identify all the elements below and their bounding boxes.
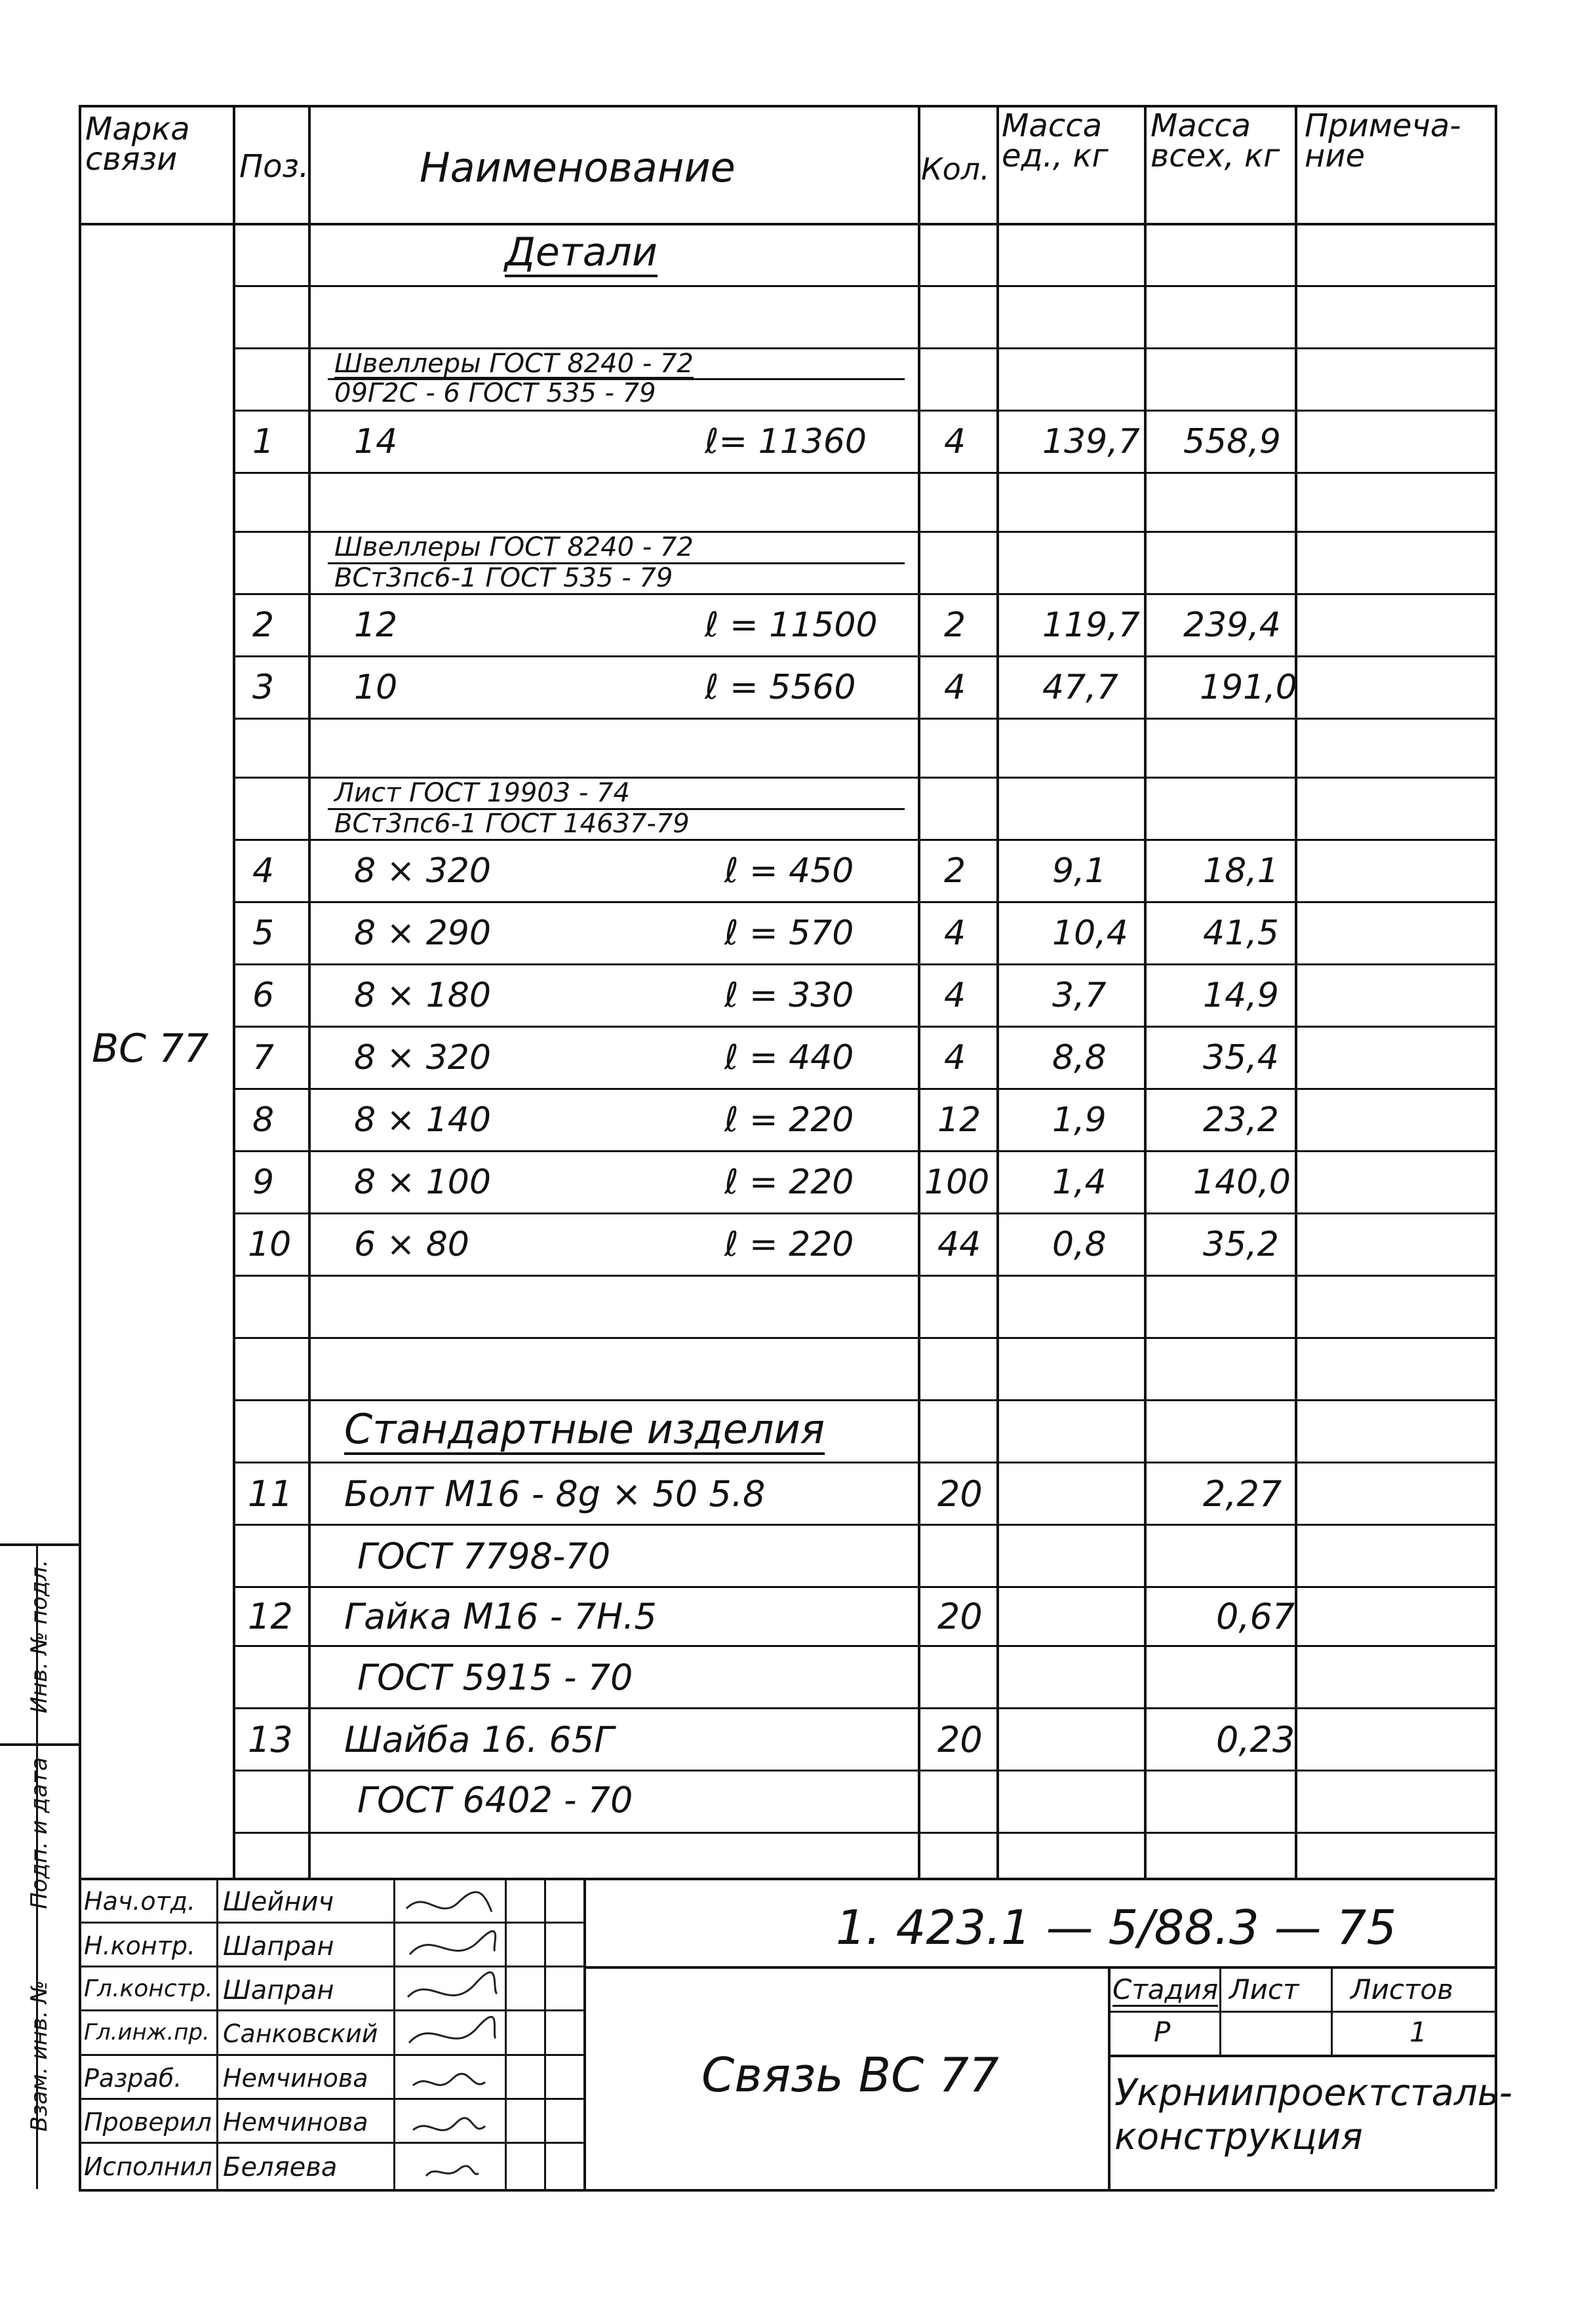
row-qty: 4 bbox=[944, 914, 966, 953]
row-length: ℓ = 330 bbox=[724, 976, 854, 1015]
row-total-mass: 239,4 bbox=[1183, 606, 1281, 645]
role-label: Проверил bbox=[84, 2108, 212, 2137]
row-qty: 100 bbox=[924, 1163, 990, 1202]
person-name: Шапран bbox=[223, 1931, 334, 1962]
row-size: 8 × 140 bbox=[354, 1100, 491, 1140]
row-poz: 9 bbox=[252, 1163, 275, 1202]
row-size: 8 × 290 bbox=[354, 914, 491, 953]
person-name: Немчинова bbox=[223, 2064, 368, 2093]
drawing-title: Связь ВС 77 bbox=[701, 2047, 999, 2102]
row-length: ℓ = 220 bbox=[724, 1100, 854, 1140]
row-total-mass: 23,2 bbox=[1203, 1100, 1279, 1140]
side-label-replace: Взам. инв. № bbox=[26, 1980, 52, 2132]
group-line-2: ВСт3пс6-1 ГОСТ 535 - 79 bbox=[334, 563, 673, 593]
row-size: 8 × 320 bbox=[354, 1038, 491, 1077]
header-kol: Кол. bbox=[921, 151, 990, 187]
row-total-mass: 18,1 bbox=[1203, 851, 1279, 891]
header-mass-unit: Масса ед., кг bbox=[1002, 107, 1109, 174]
row-length: ℓ = 450 bbox=[724, 851, 854, 891]
section-details-title: Детали bbox=[505, 233, 658, 277]
row-length: ℓ = 570 bbox=[724, 914, 854, 953]
row-qty: 4 bbox=[944, 976, 966, 1015]
row-size: 12 bbox=[354, 606, 398, 645]
row-name: Шайба 16. 65Г bbox=[344, 1719, 614, 1760]
row-length: ℓ = 220 bbox=[724, 1163, 854, 1202]
person-name: Беляева bbox=[223, 2152, 338, 2182]
role-label: Гл.инж.пр. bbox=[84, 2019, 210, 2045]
row-size: 8 × 100 bbox=[354, 1163, 491, 1202]
person-name: Шейнич bbox=[223, 1887, 334, 1917]
row-unit-mass: 119,7 bbox=[1042, 606, 1140, 645]
side-label-inv: Инв. № подл. bbox=[26, 1559, 52, 1714]
row-unit-mass: 8,8 bbox=[1052, 1038, 1107, 1077]
row-name: Болт М16 - 8g × 50 5.8 bbox=[344, 1473, 766, 1515]
row-qty: 2 bbox=[944, 606, 966, 645]
row-qty: 12 bbox=[937, 1100, 981, 1140]
row-length: ℓ = 11500 bbox=[705, 606, 878, 645]
row-qty: 20 bbox=[937, 1719, 983, 1760]
row-unit-mass: 3,7 bbox=[1052, 976, 1107, 1015]
group-line-1: Лист ГОСТ 19903 - 74 bbox=[334, 778, 630, 808]
row-length: ℓ= 11360 bbox=[705, 422, 867, 461]
row-size: 8 × 180 bbox=[354, 976, 491, 1015]
row-length: ℓ = 440 bbox=[724, 1038, 854, 1077]
role-label: Гл.констр. bbox=[84, 1975, 213, 2002]
row-gost: ГОСТ 6402 - 70 bbox=[357, 1779, 633, 1821]
row-size: 6 × 80 bbox=[354, 1225, 469, 1264]
row-poz: 10 bbox=[248, 1225, 292, 1264]
marka-value: ВС 77 bbox=[92, 1026, 209, 1072]
row-total-mass: 191,0 bbox=[1200, 668, 1297, 707]
row-poz: 7 bbox=[252, 1038, 275, 1077]
row-total-mass: 140,0 bbox=[1193, 1163, 1291, 1202]
row-unit-mass: 47,7 bbox=[1042, 668, 1118, 707]
role-label: Исполнил bbox=[84, 2152, 212, 2181]
side-label-sign-date: Подп. и дата bbox=[26, 1757, 52, 1909]
row-total-mass: 2,27 bbox=[1203, 1473, 1282, 1515]
row-length: ℓ = 5560 bbox=[705, 668, 856, 707]
row-poz: 2 bbox=[252, 606, 275, 645]
header-note: Примеча- ние bbox=[1305, 107, 1461, 174]
row-unit-mass: 10,4 bbox=[1052, 914, 1128, 953]
sheets-label: Листов bbox=[1350, 1973, 1453, 2005]
row-qty: 20 bbox=[937, 1596, 983, 1637]
row-unit-mass: 9,1 bbox=[1052, 851, 1107, 891]
row-poz: 13 bbox=[248, 1719, 293, 1760]
row-qty: 20 bbox=[937, 1473, 983, 1515]
group-line-2: ВСт3пс6-1 ГОСТ 14637-79 bbox=[334, 809, 690, 839]
header-marka: Марка связи bbox=[85, 111, 190, 178]
row-gost: ГОСТ 7798-70 bbox=[357, 1536, 611, 1577]
row-poz: 8 bbox=[252, 1100, 275, 1140]
row-length: ℓ = 220 bbox=[724, 1225, 854, 1264]
row-total-mass: 558,9 bbox=[1183, 422, 1281, 461]
row-size: 8 × 320 bbox=[354, 851, 491, 891]
signature-scribble bbox=[400, 1882, 498, 2184]
row-qty: 4 bbox=[944, 1038, 966, 1077]
row-size: 14 bbox=[354, 422, 398, 461]
row-qty: 4 bbox=[944, 422, 966, 461]
stage-label: Стадия bbox=[1112, 1973, 1219, 2005]
row-poz: 11 bbox=[248, 1473, 293, 1515]
row-poz: 6 bbox=[252, 976, 275, 1015]
stage-value: Р bbox=[1154, 2016, 1171, 2048]
row-poz: 4 bbox=[252, 851, 275, 891]
organization-name: Укрниипроектсталь- конструкция bbox=[1114, 2072, 1512, 2159]
row-poz: 5 bbox=[252, 914, 275, 953]
sheet-label: Лист bbox=[1229, 1973, 1299, 2005]
row-gost: ГОСТ 5915 - 70 bbox=[357, 1657, 633, 1698]
row-unit-mass: 1,4 bbox=[1052, 1163, 1107, 1202]
role-label: Н.контр. bbox=[84, 1931, 196, 1960]
person-name: Немчинова bbox=[223, 2108, 368, 2137]
sheet-value: 1 bbox=[1409, 2016, 1427, 2048]
row-qty: 2 bbox=[944, 851, 966, 891]
row-total-mass: 41,5 bbox=[1203, 914, 1279, 953]
person-name: Шапран bbox=[223, 1975, 334, 2005]
header-poz: Поз. bbox=[239, 148, 309, 185]
row-name: Гайка М16 - 7Н.5 bbox=[344, 1596, 657, 1637]
row-qty: 44 bbox=[937, 1225, 981, 1264]
row-total-mass: 14,9 bbox=[1203, 976, 1279, 1015]
role-label: Разраб. bbox=[84, 2064, 182, 2093]
document-number: 1. 423.1 — 5/88.3 — 75 bbox=[836, 1900, 1397, 1955]
group-line-1: Швеллеры ГОСТ 8240 - 72 bbox=[334, 532, 694, 562]
header-mass-total: Масса всех, кг bbox=[1150, 107, 1280, 174]
person-name: Санковский bbox=[223, 2019, 378, 2048]
row-total-mass: 35,4 bbox=[1203, 1038, 1279, 1077]
row-total-mass: 35,2 bbox=[1203, 1225, 1279, 1264]
header-name: Наименование bbox=[420, 144, 736, 191]
group-line-2: 09Г2С - 6 ГОСТ 535 - 79 bbox=[334, 378, 656, 408]
row-qty: 4 bbox=[944, 668, 966, 707]
row-unit-mass: 139,7 bbox=[1042, 422, 1140, 461]
row-poz: 3 bbox=[252, 668, 275, 707]
role-label: Нач.отд. bbox=[84, 1887, 196, 1916]
section-standard-title: Стандартные изделия bbox=[344, 1409, 825, 1455]
row-unit-mass: 0,8 bbox=[1052, 1225, 1107, 1264]
row-size: 10 bbox=[354, 668, 398, 707]
row-unit-mass: 1,9 bbox=[1052, 1100, 1107, 1140]
row-poz: 1 bbox=[252, 422, 275, 461]
group-line-1: Швеллеры ГОСТ 8240 - 72 bbox=[334, 349, 694, 379]
row-total-mass: 0,67 bbox=[1216, 1596, 1295, 1637]
row-poz: 12 bbox=[248, 1596, 293, 1637]
row-total-mass: 0,23 bbox=[1216, 1719, 1295, 1760]
